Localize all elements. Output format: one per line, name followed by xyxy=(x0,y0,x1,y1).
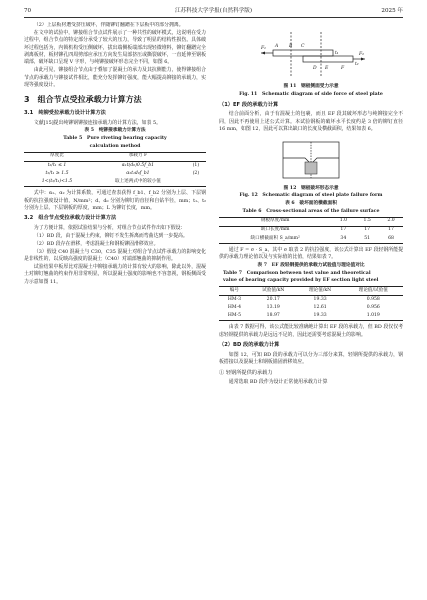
table-7-caption-en-2: value of bearing capacity provided by EF section light steel xyxy=(223,278,379,284)
page-header xyxy=(24,7,403,17)
lower-plate xyxy=(303,56,353,62)
left-column xyxy=(24,22,206,592)
paragraph: 通过 F = σ · S_a，其中 σ 取表 2 的抗拉强度，该公式计算出 EF 段轻钢所能提供的承载力理论值以及与实际值的比值，结果如表 7。 xyxy=(219,246,403,261)
label-t2: t₂ xyxy=(355,62,359,67)
figure-12-caption-en: Fig. 12 Schematic diagram of steel plate failure form xyxy=(239,193,383,199)
table-row xyxy=(219,296,403,305)
figure-11-side-force-diagram xyxy=(251,24,371,82)
figure-12-failure-form-diagram xyxy=(275,136,347,184)
label-f2: F₂ xyxy=(359,52,364,57)
table-header-cell: 编号 xyxy=(229,287,239,293)
paragraph: （2）上层板材遭受挤压破坏，伴随铆钉翻蹭在下层板中的部分拥离。 xyxy=(33,22,184,28)
table-header-cell: 理论值/试验值 xyxy=(358,287,388,293)
paragraph: 如图 12，可知 BD 段的承载力可以分为三部分来算，轻钢所提供的承载力，钢板搭接以及混凝土和钢板锚固滑移效应。 xyxy=(219,351,403,366)
table-cell: t₂/t₁ ≥ 1.5 xyxy=(45,170,69,176)
subsection-heading-3-1: 3.1 纯铆受拉承载力设计计算方法 xyxy=(24,110,106,117)
label-t1: t₁ xyxy=(335,51,339,56)
table-5-caption-en: Table 5 Pure riveting bearing capacity xyxy=(63,136,167,142)
table-6-caption-en: Table 6 Cross-sectional areas of the failure surface xyxy=(242,208,380,214)
table-cell: 缺口横截面积 S_a/mm² xyxy=(250,235,300,241)
table-row xyxy=(219,304,403,312)
arrow-head xyxy=(361,58,365,61)
label-f: F xyxy=(341,66,345,71)
paragraph: 为了方便计算，依据试验结果与分析，对组合节点试件作出如下假设： xyxy=(33,225,186,232)
table-cell: α₂t₁d₀f_b1 xyxy=(126,170,150,176)
table-header-cell xyxy=(186,152,206,161)
table-7-caption-cn: 表 7 EF 段轻钢提供的承载力试验值与理论值对比 xyxy=(257,262,365,268)
paragraph: 由表 7 数据可得，该公式能比较准确地计算出 EF 段的承载力，但 BD 段仅仅考虑轻钢提供的承载力是远远不足的，因此还需要考虑混凝土的影响。 xyxy=(219,324,403,338)
subsubsection-light-steel: ① 轻钢所提供的承载力 xyxy=(219,369,273,376)
table-cell: 51 xyxy=(364,235,371,241)
upper-plate xyxy=(273,50,333,56)
paragraph: 式中：α₁、α₂ 为计算系数，可通过查表获得 f_b1、f_b2 分别为上层、下层钢板的抗拉强度设计值，N/mm²；d、d₀ 分别为铆钉的直径和自钻半径，mm；t₁、t₂ 分别为上层、下层钢板的厚度，mm；L 为铆钉长度，mm。 xyxy=(24,190,206,211)
table-cell: (1) xyxy=(192,162,200,168)
table-cell: 20.17 xyxy=(266,296,280,302)
header-rule xyxy=(24,17,403,18)
journal-title: 江苏科技大学学报(自然科学版) xyxy=(174,8,253,14)
table-header-cell: 钢板厚度/mm xyxy=(260,218,290,224)
table-header-cell: 2.0 xyxy=(387,218,395,224)
arrow-head xyxy=(261,52,265,55)
table-5-caption-en-2: calculation method xyxy=(89,144,141,150)
table-cell xyxy=(186,178,206,187)
section-heading-3: 3 组合节点受拉承载力计算方法 xyxy=(24,95,142,105)
table-cell: 18.97 xyxy=(266,312,280,318)
table-6-caption-cn: 表 6 破坏面的横截面积 xyxy=(285,201,337,207)
right-column xyxy=(219,22,403,592)
table-cell: 68 xyxy=(388,235,394,241)
table-cell: 取上述两式中的较小值 xyxy=(114,178,161,184)
label-c: C xyxy=(301,44,305,49)
paragraph: （3）假设 C40 混凝土与 C30，C35 混凝土对组合节点试件承载力的影响变化是非线性的，以反映高强度的混凝土（C40）对端部翘曲的抑制作用。 xyxy=(24,248,206,262)
figure-12-caption-cn: 图 12 钢板破坏形态示意 xyxy=(283,185,339,191)
table-header-cell: 1.0 xyxy=(339,218,347,224)
table-header-cell: 试验值/kN xyxy=(262,287,285,293)
label-e: E xyxy=(325,66,329,71)
table-cell: (2) xyxy=(192,170,200,176)
table-header-cell: 承载力 F xyxy=(128,153,148,159)
paragraph: 结合前面分析，由于有混凝土的包裹，而且 EF 段其破坏形态与纯铆接完全不同，因此不再使用上述公式计算。本试验钢板的破坏水平长度约是 3 倍的铆钉直径 16 mm，如图 12，因此可以算出缺口的长度及横截面积，结果如表 6。 xyxy=(219,111,403,133)
table-cell: 19.33 xyxy=(313,312,327,318)
table-cell: 17 xyxy=(364,227,371,233)
table-cell: t₂/t₁ ≤ 1 xyxy=(47,162,67,168)
table-cell: α₁t(d₀)0.5f_b1 xyxy=(121,162,155,168)
paragraph: 在文中的试验中，铆接组合节点试件展示了一种共性的破坏模式，这说明在受力过程中，组合节点的特定部分承受了较大的压力，导致了明显的结构性损伤。具体破坏过程包括为，内锁机构受压侧破坏，拔出端侧板端部出现轻微堆料，铆钉翻蹭完全剥离板材，板材铆孔四周剪部应承压方向发生局部挤压或撕裂破坏，一直延伸至钢板端部，破坏缺口呈现 V 字形，与纯铆接破坏形态完全不同，如图 6。 xyxy=(24,29,206,66)
table-cell: 0.956 xyxy=(366,304,380,310)
page-number: 70 xyxy=(24,8,32,14)
table-cell: 19.33 xyxy=(313,296,327,302)
figure-11-caption-en: Fig. 11 Schematic diagram of side force of steel plate xyxy=(239,91,383,97)
table-header-cell: 厚度比 xyxy=(50,153,64,159)
table-5-caption-cn: 表 5 纯铆接承载力计算方法 xyxy=(84,128,146,134)
subsection-bd: （2）BD 段的承载力计算 xyxy=(219,342,280,349)
table-cell: 0.958 xyxy=(366,296,380,302)
table-cell: HM-4 xyxy=(227,304,241,310)
table-cell: HM-5 xyxy=(227,312,241,318)
table-row xyxy=(219,312,403,321)
table-cell: 1.019 xyxy=(366,312,380,318)
paragraph: 由此可见，铆接组合节点由于叠加了混凝土的承力及其抗侧能力，使得铆接组合节点的承载力与铆接试件相比，能充分发挥铆钉强度，能大幅提高铆接的承载力，实现等强度设计。 xyxy=(24,67,206,88)
table-cell: HM-3 xyxy=(227,296,241,302)
paragraph: （2）BD 段存在滑移，考虑混凝土和钢板铆固滑移效应。 xyxy=(33,240,159,247)
table-cell: 34 xyxy=(340,235,347,241)
paragraph: （1）BD 段，由于混凝土约束，铆钉不发生拆离而弯曲达到一步提高。 xyxy=(33,232,188,239)
failure-zone xyxy=(305,162,317,174)
table-5 xyxy=(24,152,206,187)
journal-year: 2025 年 xyxy=(381,8,403,14)
table-cell: 缺口长度/mm xyxy=(260,227,290,233)
label-a: A xyxy=(275,44,279,49)
table-cell: 12.61 xyxy=(313,304,327,310)
table-header-cell: 1.5 xyxy=(363,218,371,224)
table-cell: 17 xyxy=(388,227,394,233)
paragraph: 文献[15]提出纯铆钢铆接连接承载力的计算方法，如表 5。 xyxy=(33,120,161,127)
label-d: D xyxy=(313,66,317,71)
label-b: B xyxy=(289,44,293,49)
table-cell: 1<(t₂/t₁)<1.5 xyxy=(41,178,73,184)
table-header-cell: 理论值/kN xyxy=(309,287,332,293)
subsection-heading-3-2: 3.2 组合节点受拉承载力设计计算方法 xyxy=(24,215,117,222)
table-6 xyxy=(219,217,403,244)
table-cell: 17 xyxy=(340,227,347,233)
label-f1: F₁ xyxy=(261,46,266,51)
table-cell: 13.19 xyxy=(266,304,280,310)
subsection-ef: （1）EF 段的承载力计算 xyxy=(219,101,279,108)
paragraph: 通常选取 BD 段作为设计正常使用承载力计算 xyxy=(228,379,328,386)
paragraph: 试验结果中板厚比对混凝土中铆接承载力的计算有较大的影响，除此以外，混凝土对铆钉翘曲的约束作用非常明显，所以混凝土强度的影响也不容忽视，钢板侧面受力示意如图 11。 xyxy=(24,263,206,285)
figure-11-caption-cn: 图 11 钢板侧面受力示意 xyxy=(283,84,339,89)
table-7 xyxy=(219,286,403,321)
table-7-caption-en: Table 7 Comparison between test value and theoretical xyxy=(223,270,371,276)
